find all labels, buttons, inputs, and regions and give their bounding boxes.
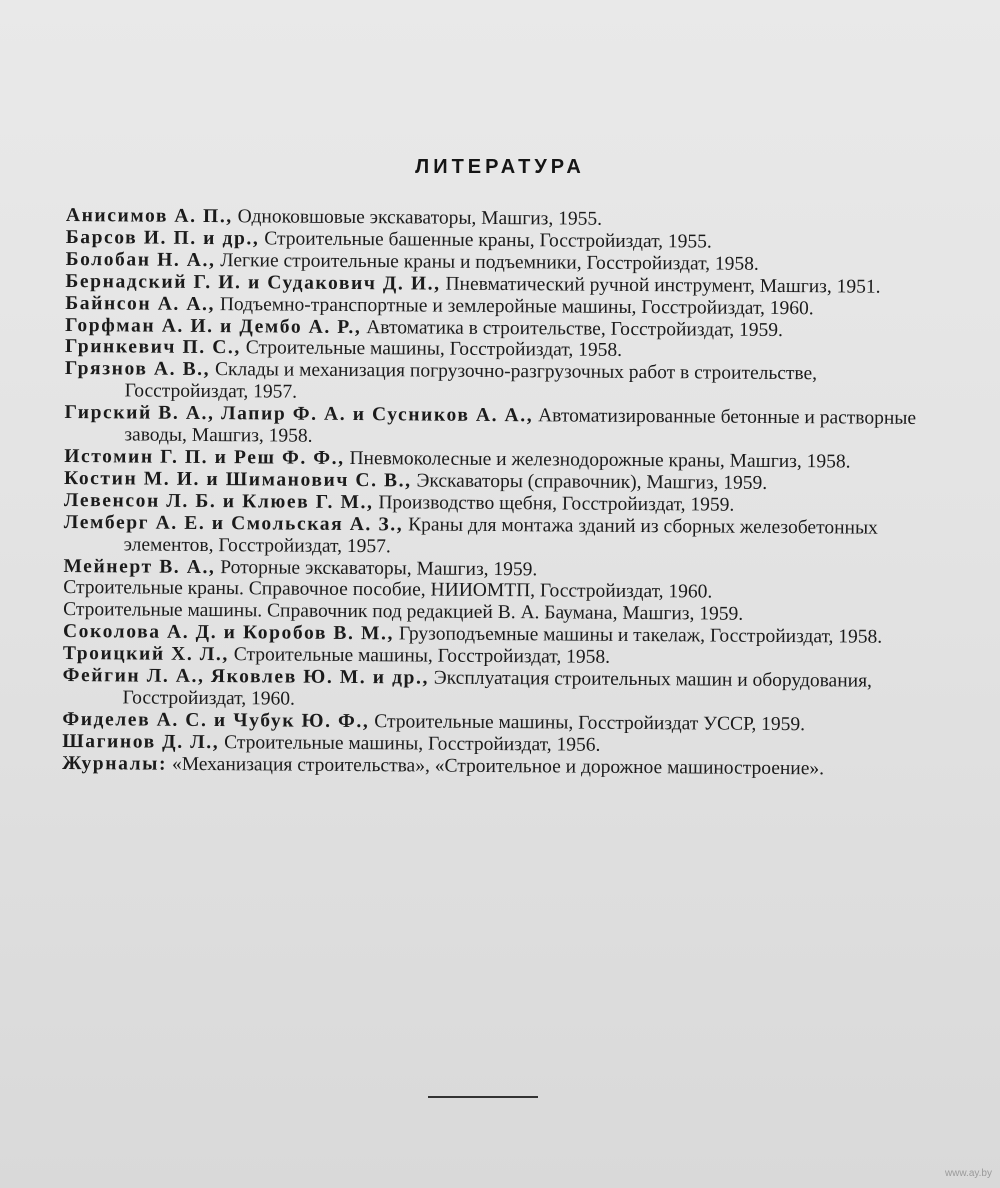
reference-author: Фиделев А. С. и Чубук Ю. Ф.,	[62, 708, 370, 732]
reference-author: Лемберг А. Е. и Смольская А. З.,	[63, 511, 404, 536]
reference-text: Строительные машины, Госстройиздат УССР, 1959.	[369, 710, 806, 736]
reference-author: Горфман А. И. и Дембо А. Р.,	[65, 314, 362, 338]
reference-text: Строительные машины, Госстройиздат, 1958.	[240, 337, 623, 362]
end-rule	[428, 1096, 538, 1098]
reference-author: Истомин Г. П. и Реш Ф. Ф.,	[64, 445, 345, 469]
reference-text: Строительные машины, Госстройиздат, 1958.	[228, 644, 611, 668]
reference-text: Роторные экскаваторы, Машгиз, 1959.	[215, 556, 538, 580]
reference-author: Фейгин Л. А., Яковлев Ю. М. и др.,	[62, 665, 430, 689]
reference-text: Подъемно-транспортные и землеройные машины, Госстройиздат, 1960.	[214, 293, 814, 319]
reference-text: Эксплуатация строительных машин и оборудования, Госстройиздат, 1960.	[122, 667, 873, 710]
reference-text: Грузоподъемные машины и такелаж, Госстройиздат, 1958.	[393, 623, 883, 648]
reference-text: «Механизация строительства», «Строительное и дорожное машиностроение».	[167, 753, 825, 779]
reference-text: Экскаваторы (справочник), Машгиз, 1959.	[411, 470, 768, 494]
reference-author: Барсов И. П. и др.,	[65, 226, 260, 250]
reference-author: Анисимов А. П.,	[65, 205, 233, 228]
reference-text: Строительные башенные краны, Госстройиздат, 1955.	[259, 228, 712, 253]
reference-author: Грязнов А. В.,	[64, 358, 211, 381]
reference-text: Краны для монтажа зданий из сборных железобетонных элементов, Госстройиздат, 1957.	[123, 514, 878, 557]
reference-entry	[65, 358, 933, 408]
reference-text: Склады и механизация погрузочно-разгрузочных работ в строительстве, Госстройиздат, 1957.	[124, 359, 818, 403]
page-title: ЛИТЕРАТУРА	[415, 156, 585, 178]
watermark-text: www.ay.by	[944, 1168, 992, 1179]
reference-text: Автоматика в строительстве, Госстройиздат, 1959.	[361, 316, 784, 341]
reference-author: Гирский В. А., Лапир Ф. А. и Сусников А. А.,	[64, 402, 534, 427]
reference-text: Производство щебня, Госстройиздат, 1959.	[373, 491, 735, 516]
reference-author: Байнсон А. А.,	[65, 292, 216, 315]
reference-author: Шагинов Д. Л.,	[62, 730, 220, 753]
reference-text: Пневмоколесные и железнодорожные краны, Машгиз, 1958.	[344, 447, 851, 473]
reference-text: Автоматизированные бетонные и растворные заводы, Машгиз, 1958.	[124, 405, 917, 447]
reference-entry	[62, 753, 930, 781]
reference-entry	[64, 512, 932, 562]
reference-author: Бернадский Г. И. и Судакович Д. И.,	[65, 270, 441, 295]
reference-text: Легкие строительные краны и подъемники, Госстройиздат, 1958.	[215, 249, 759, 275]
reference-list	[62, 205, 934, 781]
reference-entry	[62, 665, 930, 715]
reference-author: Болобан Н. А.,	[65, 248, 216, 271]
reference-author: Троицкий Х. Л.,	[62, 643, 229, 666]
reference-author: Левенсон Л. Б. и Клюев Г. М.,	[63, 489, 374, 513]
reference-author: Соколова А. Д. и Коробов В. М.,	[62, 621, 395, 645]
reference-text: Строительные машины, Госстройиздат, 1956.	[219, 731, 601, 756]
reference-text: Строительные краны. Справочное пособие, НИИОМТП, Госстройиздат, 1960.	[63, 577, 713, 603]
reference-author: Журналы:	[62, 752, 168, 775]
reference-text: Пневматический ручной инструмент, Машгиз, 1951.	[440, 273, 881, 298]
reference-author: Костин М. И. и Шиманович С. В.,	[64, 467, 412, 492]
reference-text: Строительные машины. Справочник под редакцией В. А. Баумана, Машгиз, 1959.	[63, 599, 744, 626]
reference-entry	[64, 402, 932, 452]
reference-author: Гринкевич П. С.,	[64, 336, 241, 359]
reference-text: Одноковшовые экскаваторы, Машгиз, 1955.	[232, 206, 603, 230]
reference-author: Мейнерт В. А.,	[63, 555, 216, 578]
